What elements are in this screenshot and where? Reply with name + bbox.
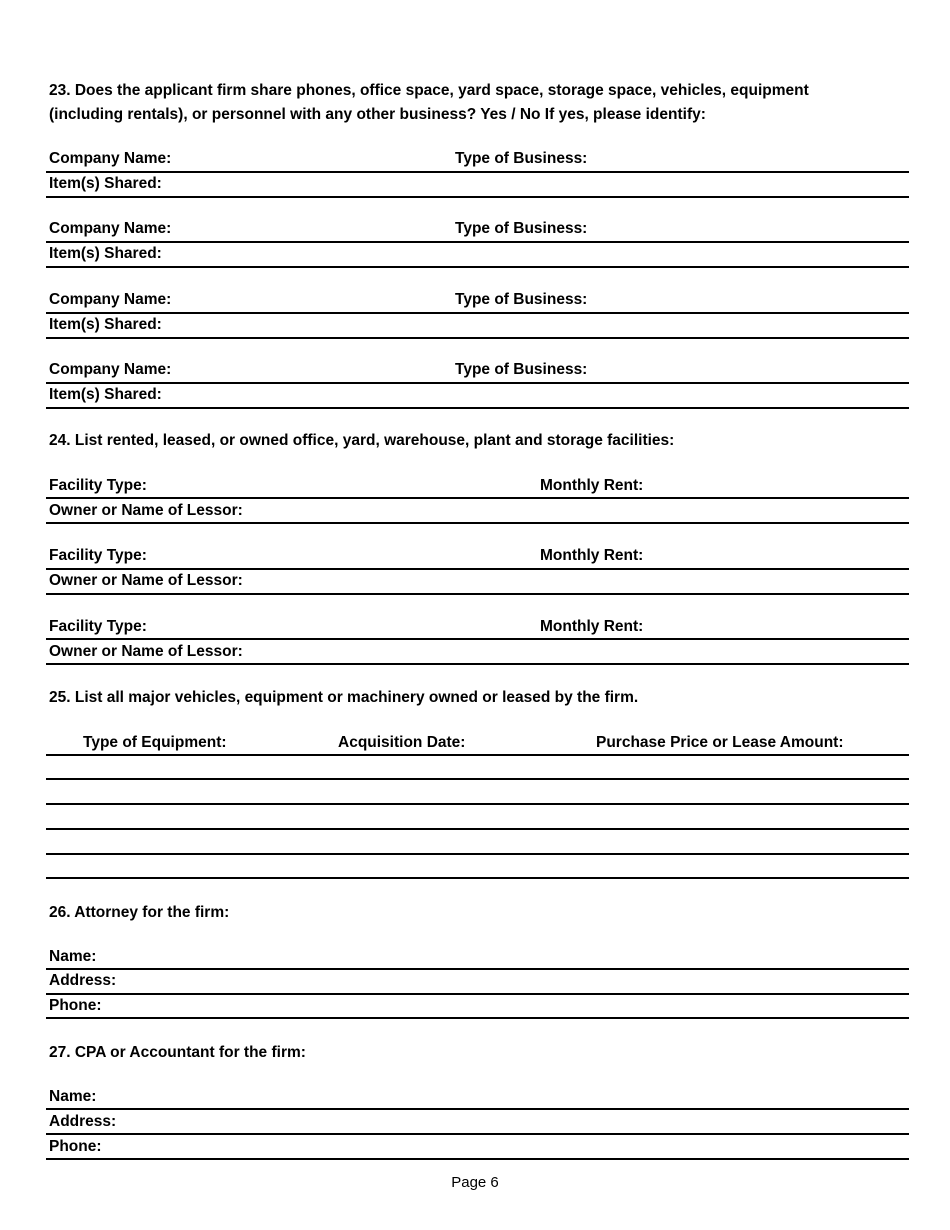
monthly-rent-label: Monthly Rent: — [540, 618, 644, 635]
items-shared-field[interactable] — [46, 337, 909, 339]
type-of-business-label: Type of Business: — [455, 220, 588, 237]
company-name-field[interactable] — [46, 241, 909, 243]
items-shared-field[interactable] — [46, 407, 909, 409]
question-23-line-2: (including rentals), or personnel with any other business? Yes / No If yes, please identify: — [49, 106, 706, 123]
cpa-name-label: Name: — [49, 1088, 97, 1105]
attorney-name-label: Name: — [49, 948, 97, 965]
type-of-business-label: Type of Business: — [455, 150, 588, 167]
company-name-label: Company Name: — [49, 361, 172, 378]
page-number: Page 6 — [451, 1174, 499, 1191]
cpa-address-field[interactable] — [46, 1133, 909, 1135]
question-23-text — [49, 79, 909, 127]
cpa-name-field[interactable] — [46, 1108, 909, 1110]
col-purchase-price: Purchase Price or Lease Amount: — [596, 734, 844, 751]
equipment-row-field[interactable] — [46, 853, 909, 855]
type-of-business-label: Type of Business: — [455, 291, 588, 308]
cpa-phone-label: Phone: — [49, 1138, 102, 1155]
type-of-business-label: Type of Business: — [455, 361, 588, 378]
owner-lessor-label: Owner or Name of Lessor: — [49, 643, 243, 660]
question-23-line-1: 23. Does the applicant firm share phones, office space, yard space, storage space, vehicles, equipment — [49, 82, 809, 99]
company-name-label: Company Name: — [49, 220, 172, 237]
owner-lessor-field[interactable] — [46, 593, 909, 595]
owner-lessor-label: Owner or Name of Lessor: — [49, 502, 243, 519]
owner-lessor-label: Owner or Name of Lessor: — [49, 572, 243, 589]
company-name-label: Company Name: — [49, 291, 172, 308]
owner-lessor-field[interactable] — [46, 522, 909, 524]
equipment-row-field[interactable] — [46, 754, 909, 756]
col-type-of-equipment: Type of Equipment: — [83, 734, 227, 751]
company-name-field[interactable] — [46, 382, 909, 384]
company-name-label: Company Name: — [49, 150, 172, 167]
monthly-rent-label: Monthly Rent: — [540, 547, 644, 564]
cpa-address-label: Address: — [49, 1113, 117, 1130]
owner-lessor-field[interactable] — [46, 663, 909, 665]
facility-type-label: Facility Type: — [49, 618, 147, 635]
attorney-address-field[interactable] — [46, 993, 909, 995]
cpa-phone-field[interactable] — [46, 1158, 909, 1160]
attorney-name-field[interactable] — [46, 968, 909, 970]
items-shared-label: Item(s) Shared: — [49, 245, 162, 262]
company-name-field[interactable] — [46, 171, 909, 173]
question-25-text: 25. List all major vehicles, equipment or machinery owned or leased by the firm. — [49, 689, 639, 706]
attorney-phone-label: Phone: — [49, 997, 102, 1014]
items-shared-field[interactable] — [46, 266, 909, 268]
monthly-rent-label: Monthly Rent: — [540, 477, 644, 494]
items-shared-label: Item(s) Shared: — [49, 386, 162, 403]
equipment-row-field[interactable] — [46, 778, 909, 780]
equipment-row-field[interactable] — [46, 828, 909, 830]
items-shared-label: Item(s) Shared: — [49, 316, 162, 333]
items-shared-field[interactable] — [46, 196, 909, 198]
attorney-phone-field[interactable] — [46, 1017, 909, 1019]
facility-type-label: Facility Type: — [49, 547, 147, 564]
question-26-text: 26. Attorney for the firm: — [49, 904, 230, 921]
facility-type-label: Facility Type: — [49, 477, 147, 494]
equipment-row-field[interactable] — [46, 877, 909, 879]
attorney-address-label: Address: — [49, 972, 117, 989]
col-acquisition-date: Acquisition Date: — [338, 734, 466, 751]
question-27-text: 27. CPA or Accountant for the firm: — [49, 1044, 306, 1061]
equipment-row-field[interactable] — [46, 803, 909, 805]
items-shared-label: Item(s) Shared: — [49, 175, 162, 192]
company-name-field[interactable] — [46, 312, 909, 314]
facility-type-field[interactable] — [46, 497, 909, 499]
question-24-text: 24. List rented, leased, or owned office, yard, warehouse, plant and storage facilities: — [49, 432, 675, 449]
facility-type-field[interactable] — [46, 568, 909, 570]
facility-type-field[interactable] — [46, 638, 909, 640]
